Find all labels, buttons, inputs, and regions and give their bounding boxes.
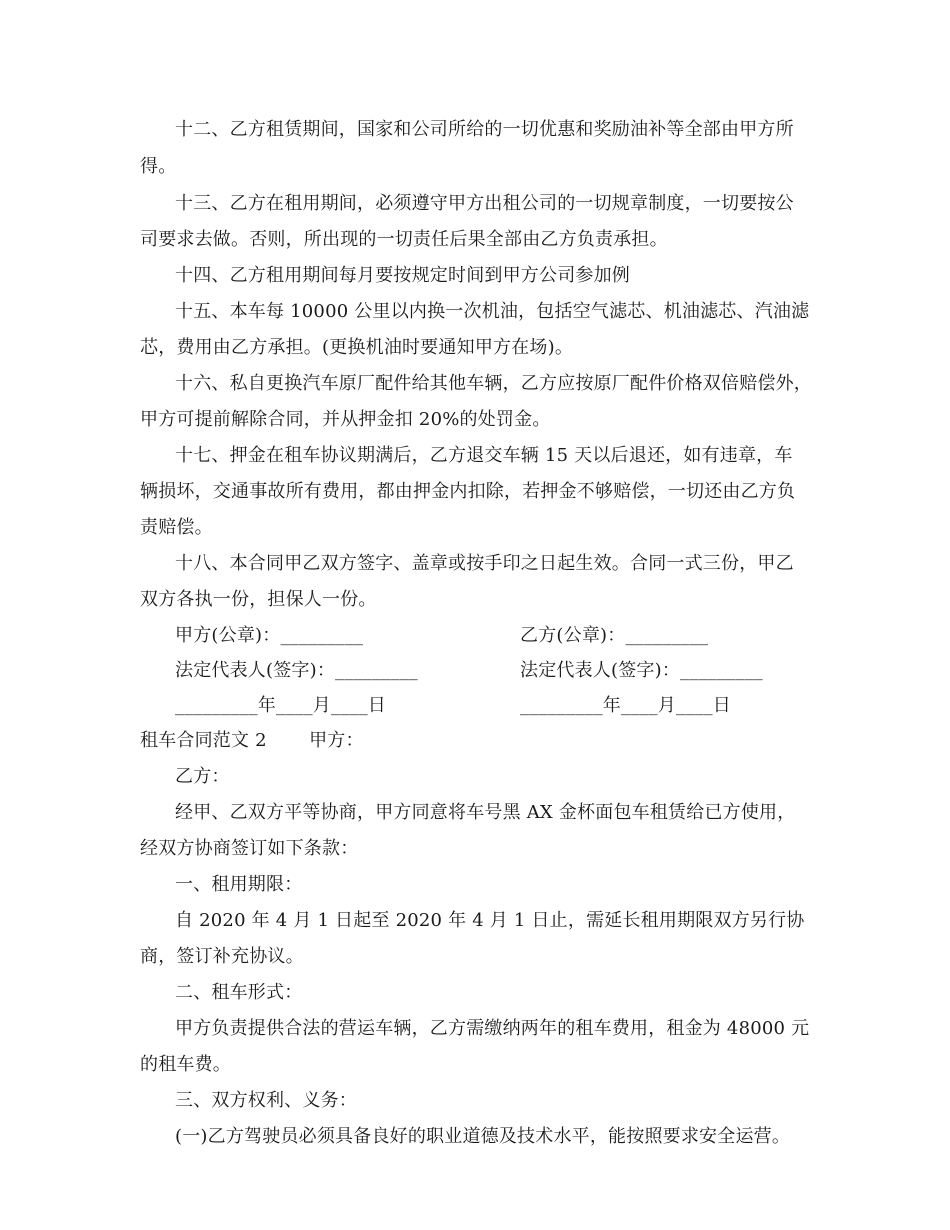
intro-line-1: 经甲、乙双方平等协商，甲方同意将车号黑 AX 金杯面包车租赁给已方使用， bbox=[175, 802, 796, 823]
clause-16-line-1: 十六、私自更换汽车原厂配件给其他车辆，乙方应按原厂配件价格双倍赔偿外， bbox=[175, 373, 812, 394]
party-b-label: 乙方： bbox=[175, 766, 230, 787]
party-a-seal-field: 甲方(公章)：_________ bbox=[175, 625, 364, 646]
party-b-date-field: _________年____月____日 bbox=[520, 695, 731, 716]
second-contract-heading: 租车合同范文 2 甲方： bbox=[140, 730, 364, 751]
clause-13-line-1: 十三、乙方在租用期间，必须遵守甲方出租公司的一切规章制度，一切要按公 bbox=[175, 193, 794, 214]
clause-15-line-1: 十五、本车每 10000 公里以内换一次机油，包括空气滤芯、机油滤芯、汽油滤 bbox=[175, 301, 810, 322]
party-b-representative-field: 法定代表人(签字)：_________ bbox=[520, 660, 763, 681]
section-1-heading: 一、租用期限： bbox=[175, 874, 303, 895]
party-a-date-field: _________年____月____日 bbox=[175, 695, 386, 716]
clause-17-line-1: 十七、押金在租车协议期满后，乙方退交车辆 15 天以后退还，如有违章，车 bbox=[175, 445, 793, 466]
clause-17-line-3: 责赔偿。 bbox=[140, 517, 213, 538]
clause-12-line-1: 十二、乙方租赁期间，国家和公司所给的一切优惠和奖励油补等全部由甲方所 bbox=[175, 119, 794, 140]
intro-line-2: 经双方协商签订如下条款： bbox=[140, 838, 359, 859]
clause-16-line-2: 甲方可提前解除合同，并从押金扣 20%的处罚金。 bbox=[140, 409, 551, 430]
section-2-heading: 二、租车形式： bbox=[175, 982, 303, 1003]
section-1-line-1: 自 2020 年 4 月 1 日起至 2020 年 4 月 1 日止，需延长租用期限双方另行协 bbox=[175, 910, 805, 931]
section-2-line-2: 的租车费。 bbox=[140, 1054, 231, 1075]
clause-12-line-2: 得。 bbox=[140, 156, 177, 177]
clause-18-line-2: 双方各执一份，担保人一份。 bbox=[140, 589, 377, 610]
section-1-line-2: 商，签订补充协议。 bbox=[140, 946, 304, 967]
clause-13-line-2: 司要求去做。否则，所出现的一切责任后果全部由乙方负责承担。 bbox=[140, 229, 668, 250]
clause-17-line-2: 辆损坏，交通事故所有费用，都由押金内扣除，若押金不够赔偿，一切还由乙方负 bbox=[140, 481, 796, 502]
section-3-heading: 三、双方权利、义务： bbox=[175, 1090, 357, 1111]
clause-18-line-1: 十八、本合同甲乙双方签字、盖章或按手印之日起生效。合同一式三份，甲乙 bbox=[175, 553, 794, 574]
section-3-item-1: (一)乙方驾驶员必须具备良好的职业道德及技术水平，能按照要求安全运营。 bbox=[175, 1126, 791, 1147]
party-b-seal-field: 乙方(公章)：_________ bbox=[520, 625, 709, 646]
party-a-representative-field: 法定代表人(签字)：_________ bbox=[175, 660, 418, 681]
section-2-line-1: 甲方负责提供合法的营运车辆，乙方需缴纳两年的租车费用，租金为 48000 元 bbox=[175, 1018, 810, 1039]
clause-15-line-2: 芯，费用由乙方承担。(更换机油时要通知甲方在场)。 bbox=[140, 337, 574, 358]
clause-14: 十四、乙方租用期间每月要按规定时间到甲方公司参加例 bbox=[175, 265, 630, 286]
